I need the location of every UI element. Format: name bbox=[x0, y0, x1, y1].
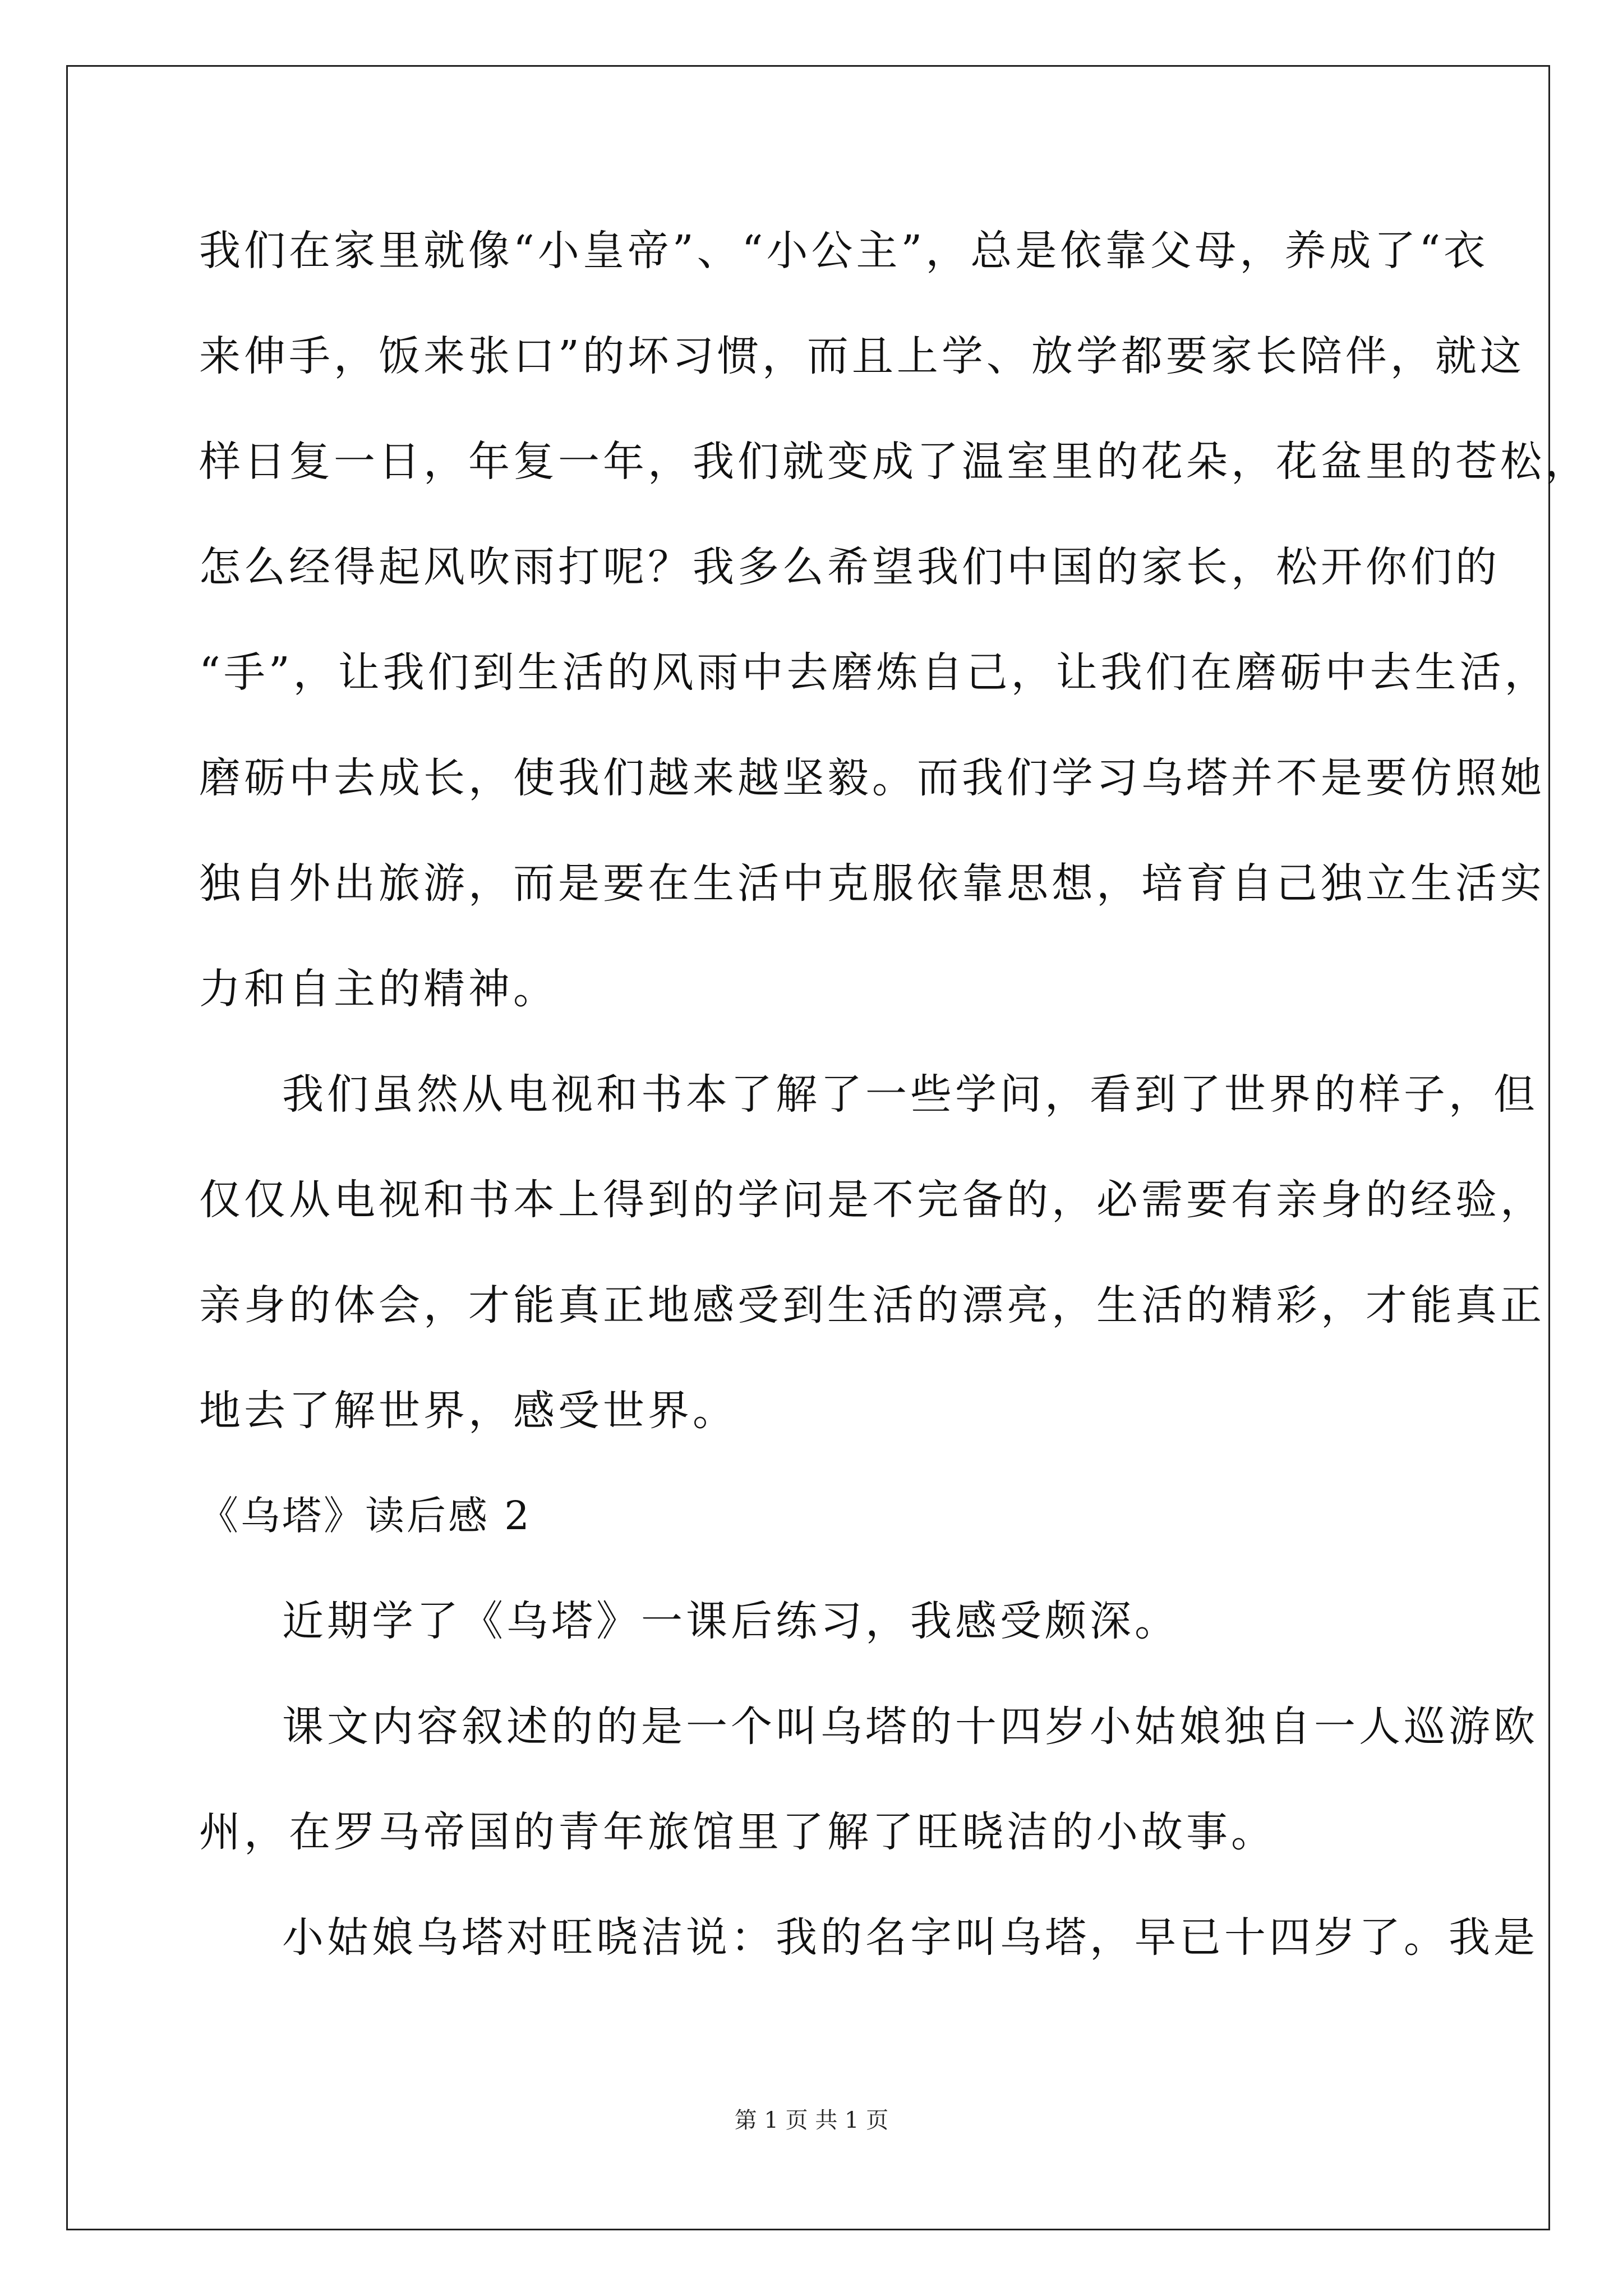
page-border bbox=[66, 65, 1550, 2230]
section-heading: 《乌塔》读后感 2 bbox=[199, 1493, 532, 1539]
text-line: 样日复一日，年复一年，我们就变成了温室里的花朵，花盆里的苍松， bbox=[199, 438, 1590, 486]
text-line: 磨砺中去成长，使我们越来越坚毅。而我们学习乌塔并不是要仿照她 bbox=[199, 754, 1545, 802]
paragraph-start: 近期学了《乌塔》一课后练习，我感受颇深。 bbox=[282, 1597, 1179, 1645]
text-line: 我们在家里就像“小皇帝”、“小公主”，总是依靠父母，养成了“衣 bbox=[199, 227, 1489, 275]
text-line: “手”，让我们到生活的风雨中去磨炼自己，让我们在磨砺中去生活， bbox=[199, 648, 1550, 697]
paragraph-start: 小姑娘乌塔对旺晓洁说：我的名字叫乌塔，早已十四岁了。我是 bbox=[282, 1913, 1538, 1962]
text-line: 怎么经得起风吹雨打呢？我多么希望我们中国的家长，松开你们的 bbox=[199, 543, 1500, 591]
text-line: 力和自主的精神。 bbox=[199, 965, 558, 1013]
text-line: 仅仅从电视和书本上得到的学问是不完备的，必需要有亲身的经验， bbox=[199, 1176, 1545, 1224]
text-line: 亲身的体会，才能真正地感受到生活的漂亮，生活的精彩，才能真正 bbox=[199, 1281, 1545, 1329]
page-number-footer: 第 1 页 共 1 页 bbox=[734, 2108, 889, 2133]
paragraph-start: 课文内容叙述的的是一个叫乌塔的十四岁小姑娘独自一人巡游欧 bbox=[282, 1703, 1538, 1751]
paragraph-start: 我们虽然从电视和书本了解了一些学问，看到了世界的样子，但 bbox=[282, 1070, 1538, 1119]
text-line: 独自外出旅游，而是要在生活中克服依靠思想，培育自己独立生活实 bbox=[199, 859, 1545, 908]
text-line: 来伸手，饭来张口”的坏习惯，而且上学、放学都要家长陪伴，就这 bbox=[199, 332, 1525, 380]
text-line: 州，在罗马帝国的青年旅馆里了解了旺晓洁的小故事。 bbox=[199, 1808, 1276, 1856]
text-line: 地去了解世界，感受世界。 bbox=[199, 1387, 737, 1435]
